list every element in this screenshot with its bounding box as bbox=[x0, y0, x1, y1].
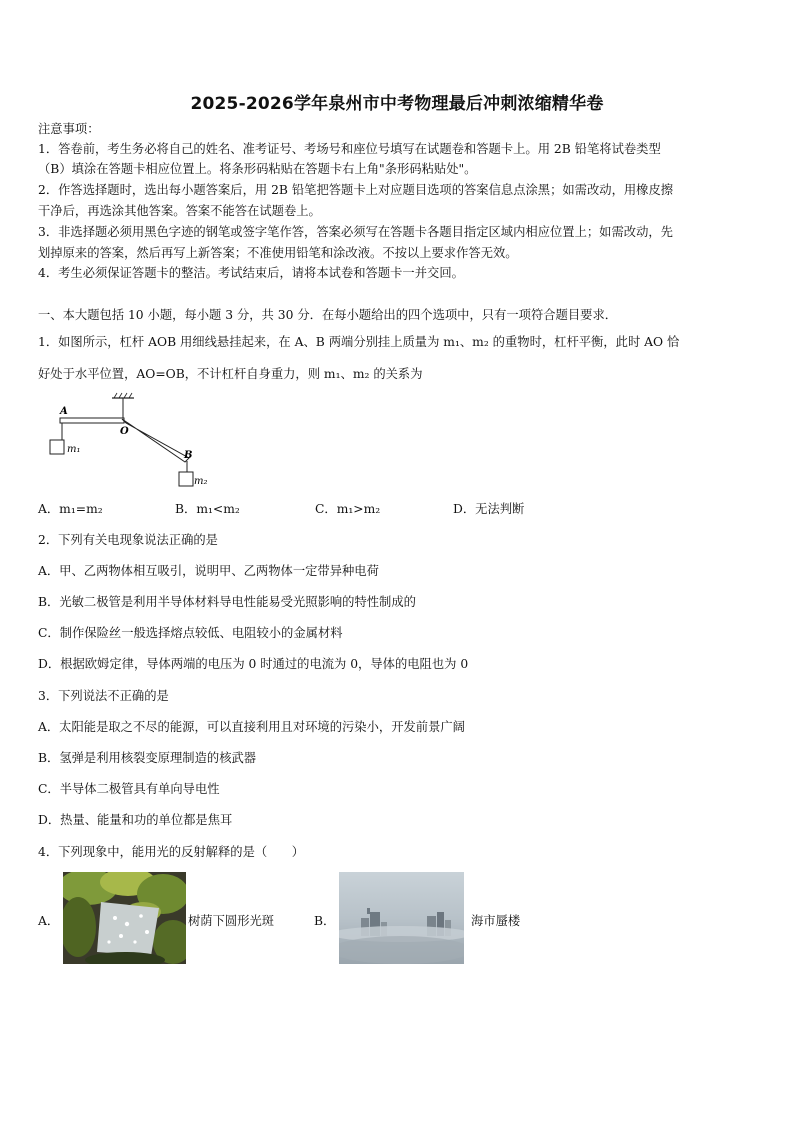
q3-option-a: A．太阳能是取之不尽的能源，可以直接利用且对环境的污染小，开发前景广阔 bbox=[38, 720, 465, 734]
label-o: O bbox=[120, 426, 129, 437]
q1-stem-line1: 1．如图所示，杠杆 AOB 用细线悬挂起来，在 A、B 两端分别挂上质量为 m₁、m₂ 的重物时，杠杆平衡，此时 AO 恰 bbox=[38, 335, 680, 349]
mass-m1-block bbox=[50, 440, 64, 454]
q1-option-d: D．无法判断 bbox=[453, 502, 525, 516]
q1-stem-line2: 好处于水平位置，AO=OB，不计杠杆自身重力，则 m₁、m₂ 的关系为 bbox=[38, 367, 423, 381]
tree-shade-photo bbox=[63, 872, 186, 964]
q3-option-b: B．氢弹是利用核裂变原理制造的核武器 bbox=[38, 751, 257, 765]
q1-option-c: C．m₁>m₂ bbox=[315, 502, 381, 516]
q4-option-a-caption: 树荫下圆形光斑 bbox=[188, 914, 275, 928]
mass-m2-block bbox=[179, 472, 193, 486]
q3-option-d: D．热量、能量和功的单位都是焦耳 bbox=[38, 813, 233, 827]
label-m1: m₁ bbox=[67, 444, 81, 455]
q3-option-c: C．半导体二极管具有单向导电性 bbox=[38, 782, 220, 796]
notice-line: 划掉原来的答案，然后再写上新答案；不准使用铅笔和涂改液。不按以上要求作答无效。 bbox=[38, 246, 518, 260]
q2-option-a: A．甲、乙两物体相互吸引，说明甲、乙两物体一定带异种电荷 bbox=[38, 564, 379, 578]
section-heading: 一、本大题包括 10 小题，每小题 3 分，共 30 分．在每小题给出的四个选项中，只有一项符合题目要求． bbox=[38, 308, 618, 322]
lever-diagram bbox=[40, 392, 220, 492]
lever-arm-ao bbox=[60, 418, 124, 423]
q4-stem: 4．下列现象中，能用光的反射解释的是（ ） bbox=[38, 845, 305, 859]
q2-option-d: D．根据欧姆定律，导体两端的电压为 0 时通过的电流为 0，导体的电阻也为 0 bbox=[38, 657, 469, 671]
notice-line: 干净后，再选涂其他答案。答案不能答在试题卷上。 bbox=[38, 204, 321, 218]
q1-option-a: A．m₁=m₂ bbox=[38, 502, 103, 516]
lever-arm-ob bbox=[122, 419, 189, 462]
notice-line: 1．答卷前，考生务必将自己的姓名、准考证号、考场号和座位号填写在试题卷和答题卡上。用 2B 铅笔将试卷类型 bbox=[38, 142, 661, 156]
notice-heading: 注意事项： bbox=[38, 122, 100, 136]
notice-line: （B）填涂在答题卡相应位置上。将条形码粘贴在答题卡右上角"条形码粘贴处"。 bbox=[38, 162, 477, 176]
q1-options bbox=[38, 499, 758, 515]
notice-line: 4．考生必须保证答题卡的整洁。考试结束后，请将本试卷和答题卡一并交回。 bbox=[38, 266, 464, 280]
label-m2: m₂ bbox=[194, 476, 208, 487]
mirage-photo bbox=[339, 872, 464, 964]
label-a: A bbox=[60, 406, 68, 417]
label-b: B bbox=[184, 450, 193, 461]
q4-option-b-label: B． bbox=[314, 914, 336, 928]
q2-option-c: C．制作保险丝一般选择熔点较低、电阻较小的金属材料 bbox=[38, 626, 343, 640]
q2-option-b: B．光敏二极管是利用半导体材料导电性能易受光照影响的特性制成的 bbox=[38, 595, 416, 609]
q3-stem: 3．下列说法不正确的是 bbox=[38, 689, 169, 703]
notice-line: 2．作答选择题时，选出每小题答案后，用 2B 铅笔把答题卡上对应题目选项的答案信息点涂黑；如需改动，用橡皮擦 bbox=[38, 183, 674, 197]
notice-line: 3．非选择题必须用黑色字迹的钢笔或签字笔作答，答案必须写在答题卡各题目指定区域内相应位置上；如需改动，先 bbox=[38, 225, 673, 239]
page-title: 2025-2026学年泉州市中考物理最后冲刺浓缩精华卷 bbox=[190, 94, 604, 114]
q4-option-b-caption: 海市蜃楼 bbox=[471, 914, 521, 928]
q2-stem: 2．下列有关电现象说法正确的是 bbox=[38, 533, 218, 547]
q1-option-b: B．m₁<m₂ bbox=[175, 502, 240, 516]
q4-option-a-label: A． bbox=[38, 914, 60, 928]
